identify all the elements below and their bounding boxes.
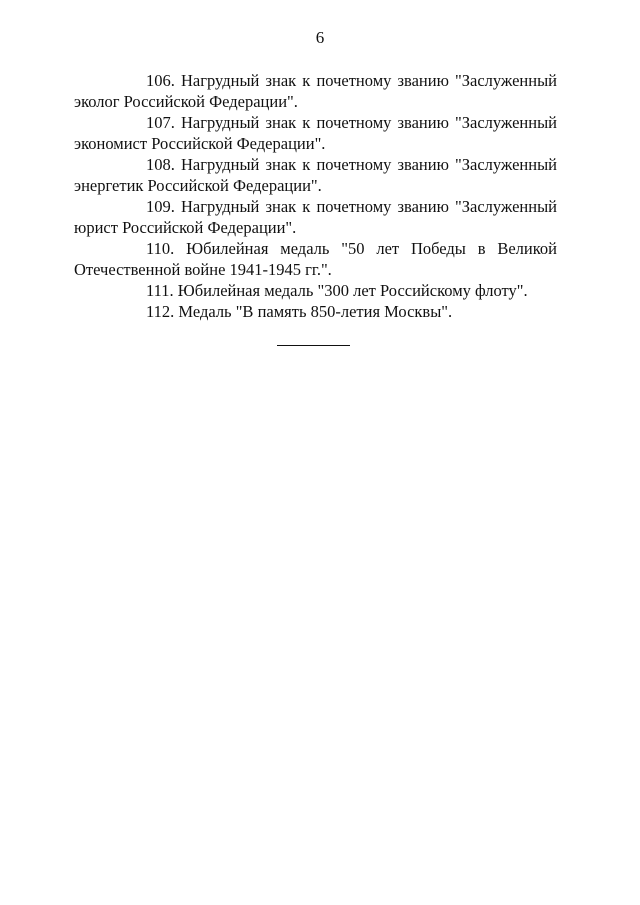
item-text: Юбилейная медаль "300 лет Российскому флоту". xyxy=(177,281,528,300)
list-item xyxy=(74,154,557,196)
list-item xyxy=(74,196,557,238)
list-item xyxy=(74,280,557,301)
item-number: 112. xyxy=(146,302,175,321)
list-item xyxy=(74,70,557,112)
item-text: Нагрудный знак к почетному званию "Заслуженный энергетик Российской Федерации". xyxy=(74,155,558,195)
item-number: 111. xyxy=(146,281,174,300)
item-text: Медаль "В память 850-летия Москвы". xyxy=(178,302,453,321)
item-text: Нагрудный знак к почетному званию "Заслуженный эколог Российской Федерации". xyxy=(74,71,558,111)
end-divider xyxy=(277,345,350,346)
list-item xyxy=(74,238,557,280)
item-number: 108. xyxy=(146,155,175,174)
item-number: 109. xyxy=(146,197,175,216)
item-number: 107. xyxy=(146,113,175,132)
item-text: Юбилейная медаль "50 лет Победы в Великой Отечественной войне 1941-1945 гг.". xyxy=(74,239,557,279)
page-number: 6 xyxy=(315,28,325,47)
item-number: 110. xyxy=(146,239,175,258)
list-item xyxy=(74,112,557,154)
item-text: Нагрудный знак к почетному званию "Заслуженный юрист Российской Федерации". xyxy=(74,197,558,237)
item-text: Нагрудный знак к почетному званию "Заслуженный экономист Российской Федерации". xyxy=(74,113,558,153)
item-number: 106. xyxy=(146,71,175,90)
list-item xyxy=(74,301,557,322)
document-body xyxy=(74,70,557,322)
